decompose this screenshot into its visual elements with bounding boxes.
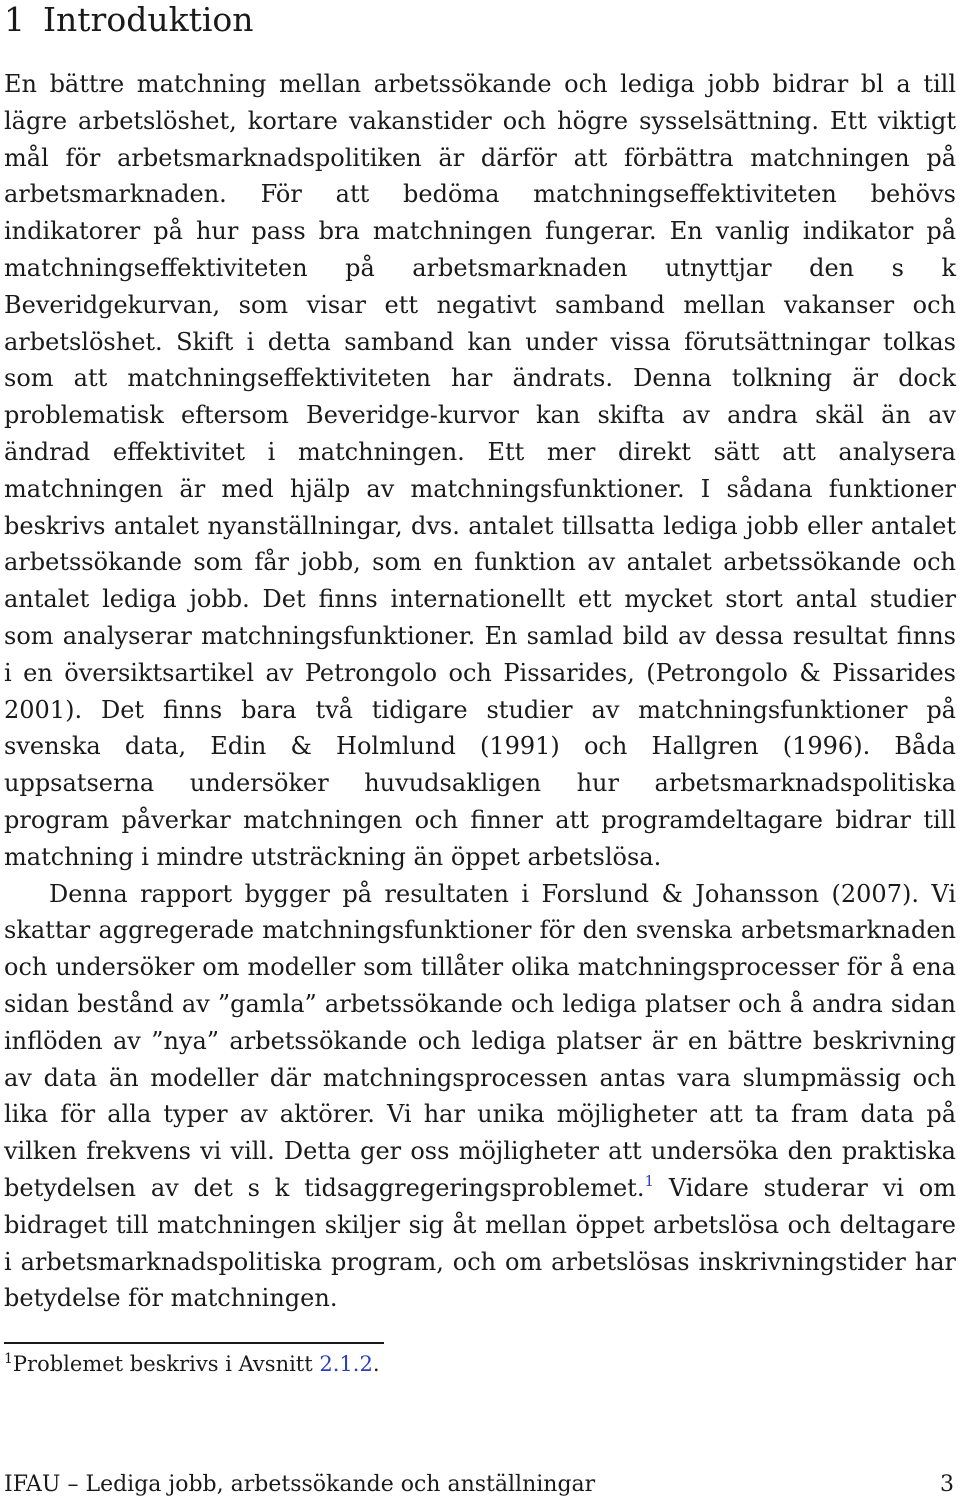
footnote-divider — [4, 1342, 384, 1344]
footnote-mark: 1 — [4, 1351, 13, 1367]
footnote-end: . — [372, 1352, 380, 1376]
paragraph-1: En bättre matchning mellan arbetssökande och lediga jobb bidrar bl a till lägre arbetslöshet, kortare vakanstider och högre sysselsättning. Ett viktigt mål för arbetsmarknadspolitiken är därför att förbättra matchningen på arbetsmarknaden. För att bedöma matchningseffektiviteten behövs indikatorer på hur pass bra matchningen fungerar. En vanlig indikator på matchningseffektiviteten på arbetsmarknaden utnyttjar den s k Beveridgekurvan, som visar ett negativt samband mellan vakanser och arbetslöshet. Skift i detta samband kan under vissa förutsättningar tolkas som att matchningseffektiviteten har ändrats. Denna tolkning är dock problematisk eftersom Beveridge-kurvor kan skifta av andra skäl än av ändrad effektivitet i matchningen. Ett mer direkt sätt att analysera matchningen är med hjälp av matchningsfunktioner. I sådana funktioner beskrivs antalet nyanställningar, dvs. antalet tillsatta lediga jobb eller antalet arbetssökande som får jobb, som en funktion av antalet arbetssökande och antalet lediga jobb. Det finns internationellt ett mycket stort antal studier som analyserar matchningsfunktioner. En samlad bild av dessa resultat finns i en översiktsartikel av Petrongolo och Pissarides, (Petrongolo & Pissarides 2001). Det finns bara två tidigare studier av matchningsfunktioner på svenska data, Edin & Holmlund (1991) och Hallgren (1996). Båda uppsatserna undersöker huvudsakligen hur arbetsmarknadspolitiska program påverkar matchningen och finner att programdeltagare bidrar till matchning i mindre utsträckning än öppet arbetslösa. — [4, 70, 956, 871]
section-number: 1 — [4, 0, 25, 39]
paragraph-2-text-b: Vidare studerar vi om bidraget till matchningen skiljer sig åt mellan öppet arbetslösa och deltagare i arbetsmarknadspolitiska program, och om arbetslösas inskrivningstider har betydelse för matchningen. — [4, 1173, 956, 1313]
paragraph-2 — [4, 876, 956, 1318]
footnote — [4, 1349, 380, 1379]
page-number: 3 — [940, 1472, 954, 1497]
footnote-reference[interactable]: 1 — [644, 1171, 655, 1190]
body-text — [4, 66, 956, 1317]
section-title: Introduktion — [43, 0, 254, 39]
section-heading — [4, 0, 254, 40]
paragraph-2-text-a: Denna rapport bygger på resultaten i Forslund & Johansson (2007). Vi skattar aggregerade matchningsfunktioner för den svenska arbetsmarknaden och undersöker om modeller som tillåter olika matchningsprocesser för å ena sidan bestånd av ”gamla” arbetssökande och lediga platser och å andra sidan inflöden av ”nya” arbetssökande och lediga platser är en bättre beskrivning av data än modeller där matchningsprocessen antas vara slumpmässig och lika för alla typer av aktörer. Vi har unika möjligheter att ta fram data på vilken frekvens vi vill. Detta ger oss möjligheter att undersöka den praktiska betydelsen av det s k tidsaggregeringsproblemet. — [4, 879, 956, 1202]
footnote-text: Problemet beskrivs i Avsnitt — [12, 1352, 320, 1376]
running-footer: IFAU – Lediga jobb, arbetssökande och anställningar — [4, 1472, 596, 1497]
footnote-section-link[interactable]: 2.1.2 — [319, 1352, 373, 1376]
